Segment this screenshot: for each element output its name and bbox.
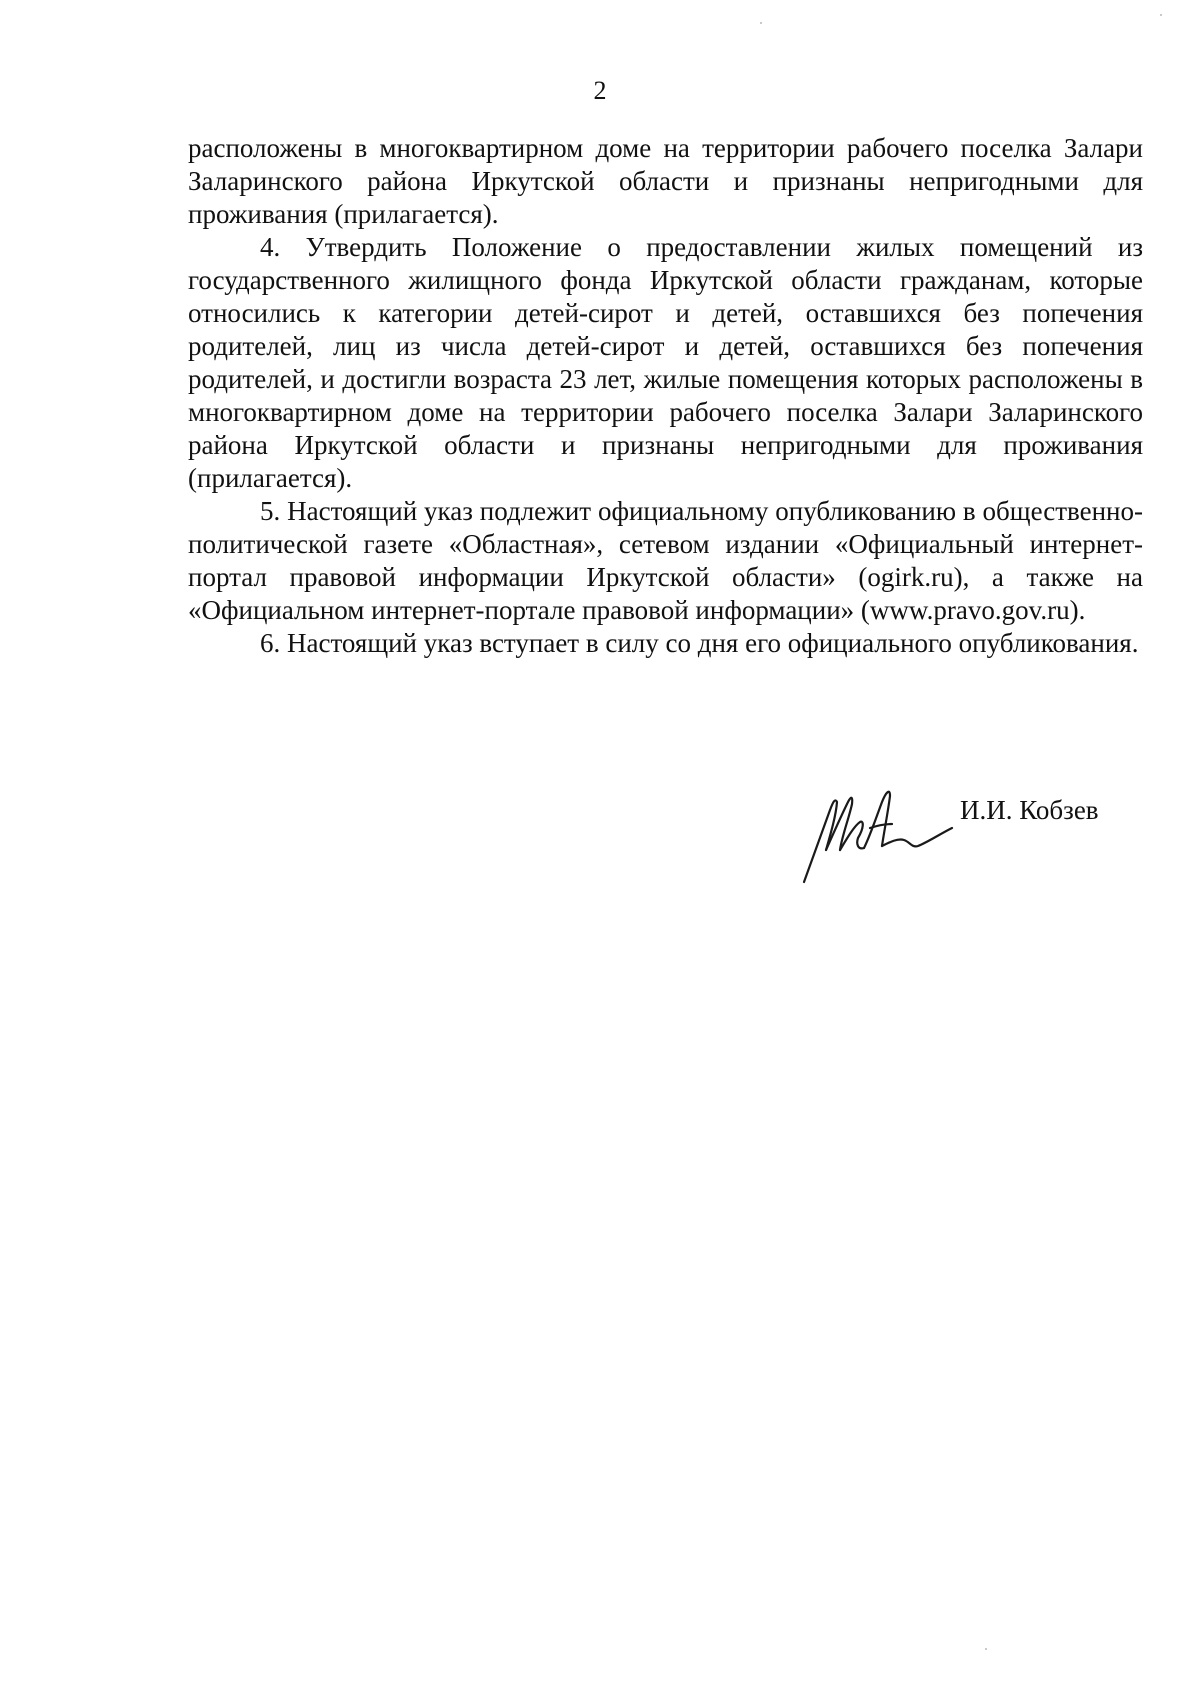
page-number: 2 <box>593 76 607 105</box>
signer-name: И.И. Кобзев <box>960 795 1099 825</box>
scan-artifact <box>1160 14 1162 16</box>
signature-block <box>800 780 1130 890</box>
document-body <box>188 132 1143 660</box>
paragraph-item-6: 6. Настоящий указ вступает в силу со дня его официального опубликования. <box>260 628 1139 658</box>
paragraph-item-5: 5. Настоящий указ подлежит официальному опубликованию в общественно-политической газете «Областная», сетевом издании «Официальный интернет-портал правовой информации Иркутской области» (ogirk.ru), а также на «Официальном интернет-портале правовой информации» (www.pravo.gov.ru). <box>188 496 1143 625</box>
scan-artifact <box>985 1648 987 1650</box>
paragraph-item-4: 4. Утвердить Положение о предоставлении жилых помещений из государственного жилищного фонда Иркутской области гражданам, которые относились к категории детей-сирот и детей, оставшихся без попечения родителей, лиц из числа детей-сирот и детей, оставшихся без попечения родителей, и достигли возраста 23 лет, жилые помещения которых расположены в многоквартирном доме на территории рабочего поселка Залари Заларинского района Иркутской области и признаны непригодными для проживания (прилагается). <box>188 232 1143 493</box>
paragraph-continuation: расположены в многоквартирном доме на территории рабочего поселка Залари Заларинского района Иркутской области и признаны непригодными для проживания (прилагается). <box>188 133 1143 229</box>
scan-artifact <box>760 22 762 24</box>
